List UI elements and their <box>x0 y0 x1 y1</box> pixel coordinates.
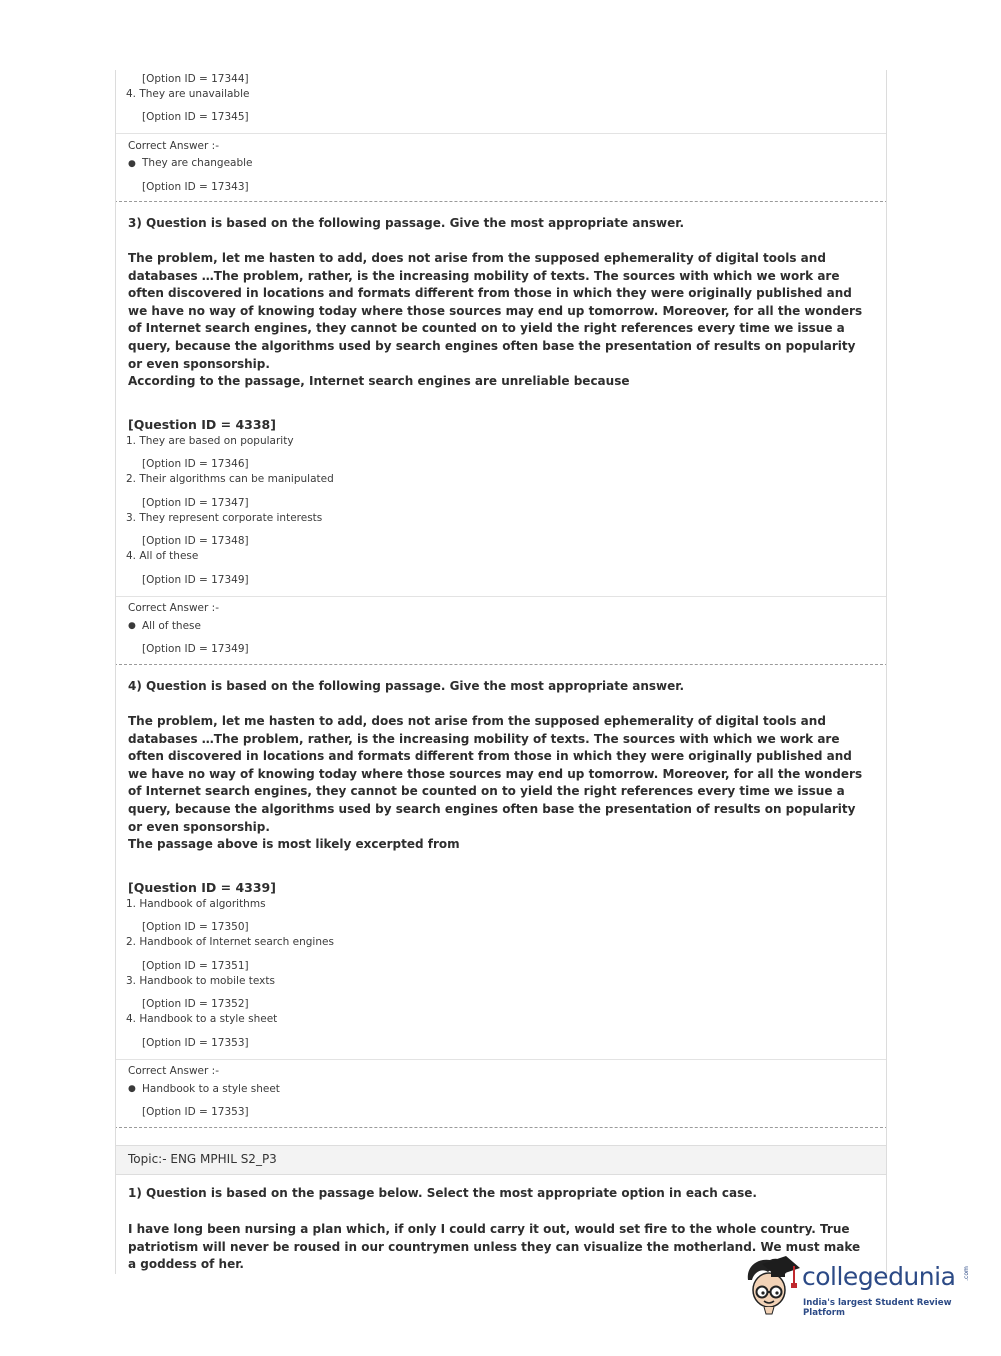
correct-answer-text: They are changeable <box>142 157 253 169</box>
option-id: [Option ID = 17344] <box>142 73 249 85</box>
collegedunia-logo <box>742 1254 982 1320</box>
question-separator <box>115 201 887 202</box>
option-id: [Option ID = 17348] <box>142 535 249 547</box>
option-text: 2. Handbook of Internet search engines <box>126 936 334 948</box>
option-text: 2. Their algorithms can be manipulated <box>126 473 334 485</box>
passage: I have long been nursing a plan which, if only I could carry it out, would set fire to the whole country. True patriotism will never be roused in our countrymen unless they can visualize the motherland. We must make a goddess of her. <box>128 1222 861 1272</box>
correct-answer-text: Handbook to a style sheet <box>142 1083 280 1095</box>
correct-option-id: [Option ID = 17349] <box>142 643 249 655</box>
brand-name: collegedunia <box>802 1262 956 1291</box>
correct-option-id: [Option ID = 17343] <box>142 181 249 193</box>
correct-answer-label: Correct Answer :- <box>128 1065 219 1077</box>
option-id: [Option ID = 17349] <box>142 574 249 586</box>
question-paper <box>115 70 887 1274</box>
correct-answer-text: All of these <box>142 620 201 632</box>
divider <box>116 133 886 134</box>
option-text: 4. They are unavailable <box>126 88 250 100</box>
question-id: [Question ID = 4338] <box>128 417 276 432</box>
option-id: [Option ID = 17347] <box>142 497 249 509</box>
brand-tagline: India's largest Student Review Platform <box>803 1298 952 1318</box>
divider <box>116 1059 886 1060</box>
question-separator <box>115 1127 887 1128</box>
question-stem: According to the passage, Internet search engines are unreliable because <box>128 374 630 388</box>
option-text: 1. Handbook of algorithms <box>126 898 266 910</box>
option-id: [Option ID = 17345] <box>142 111 249 123</box>
correct-answer-label: Correct Answer :- <box>128 140 219 152</box>
question-separator <box>115 664 887 665</box>
option-text: 3. They represent corporate interests <box>126 512 323 524</box>
question-stem: The passage above is most likely excerpted from <box>128 837 460 851</box>
option-text: 4. Handbook to a style sheet <box>126 1013 278 1025</box>
topic-bar <box>116 1145 886 1175</box>
bullet-icon: ● <box>128 621 136 631</box>
passage: The problem, let me hasten to add, does not arise from the supposed ephemerality of digital tools and databases …The problem, rather, is the increasing mobility of texts. The sources with which we work are often discovered in locations and formats different from those in which they were originally published and we have no way of knowing today where those sources may end up tomorrow. Moreover, for all the wonders of Internet search engines, they cannot be counted on to yield the right references every time we issue a query, because the algorithms used by search engines often base the presentation of results on popularity or even sponsorship. <box>128 714 863 834</box>
option-text: 4. All of these <box>126 550 199 562</box>
mascot-icon <box>742 1254 802 1320</box>
option-text: 3. Handbook to mobile texts <box>126 975 275 987</box>
option-id: [Option ID = 17352] <box>142 998 249 1010</box>
question-id: [Question ID = 4339] <box>128 880 276 895</box>
option-id: [Option ID = 17350] <box>142 921 249 933</box>
option-text: 1. They are based on popularity <box>126 435 294 447</box>
brand-domain: .com <box>962 1266 970 1281</box>
question-heading: 1) Question is based on the passage below. Select the most appropriate option in each case. <box>128 1186 757 1200</box>
passage: The problem, let me hasten to add, does not arise from the supposed ephemerality of digital tools and databases …The problem, rather, is the increasing mobility of texts. The sources with which we work are often discovered in locations and formats different from those in which they were originally published and we have no way of knowing today where those sources may end up tomorrow. Moreover, for all the wonders of Internet search engines, they cannot be counted on to yield the right references every time we issue a query, because the algorithms used by search engines often base the presentation of results on popularity or even sponsorship. <box>128 251 863 371</box>
option-id: [Option ID = 17346] <box>142 458 249 470</box>
divider <box>116 596 886 597</box>
question-heading: 3) Question is based on the following passage. Give the most appropriate answer. <box>128 216 685 230</box>
topic-label: Topic:- ENG MPHIL S2_P3 <box>128 1152 277 1166</box>
bullet-icon: ● <box>128 159 136 169</box>
correct-answer-label: Correct Answer :- <box>128 602 219 614</box>
correct-option-id: [Option ID = 17353] <box>142 1106 249 1118</box>
bullet-icon: ● <box>128 1084 136 1094</box>
option-id: [Option ID = 17353] <box>142 1037 249 1049</box>
question-heading: 4) Question is based on the following passage. Give the most appropriate answer. <box>128 679 685 693</box>
option-id: [Option ID = 17351] <box>142 960 249 972</box>
